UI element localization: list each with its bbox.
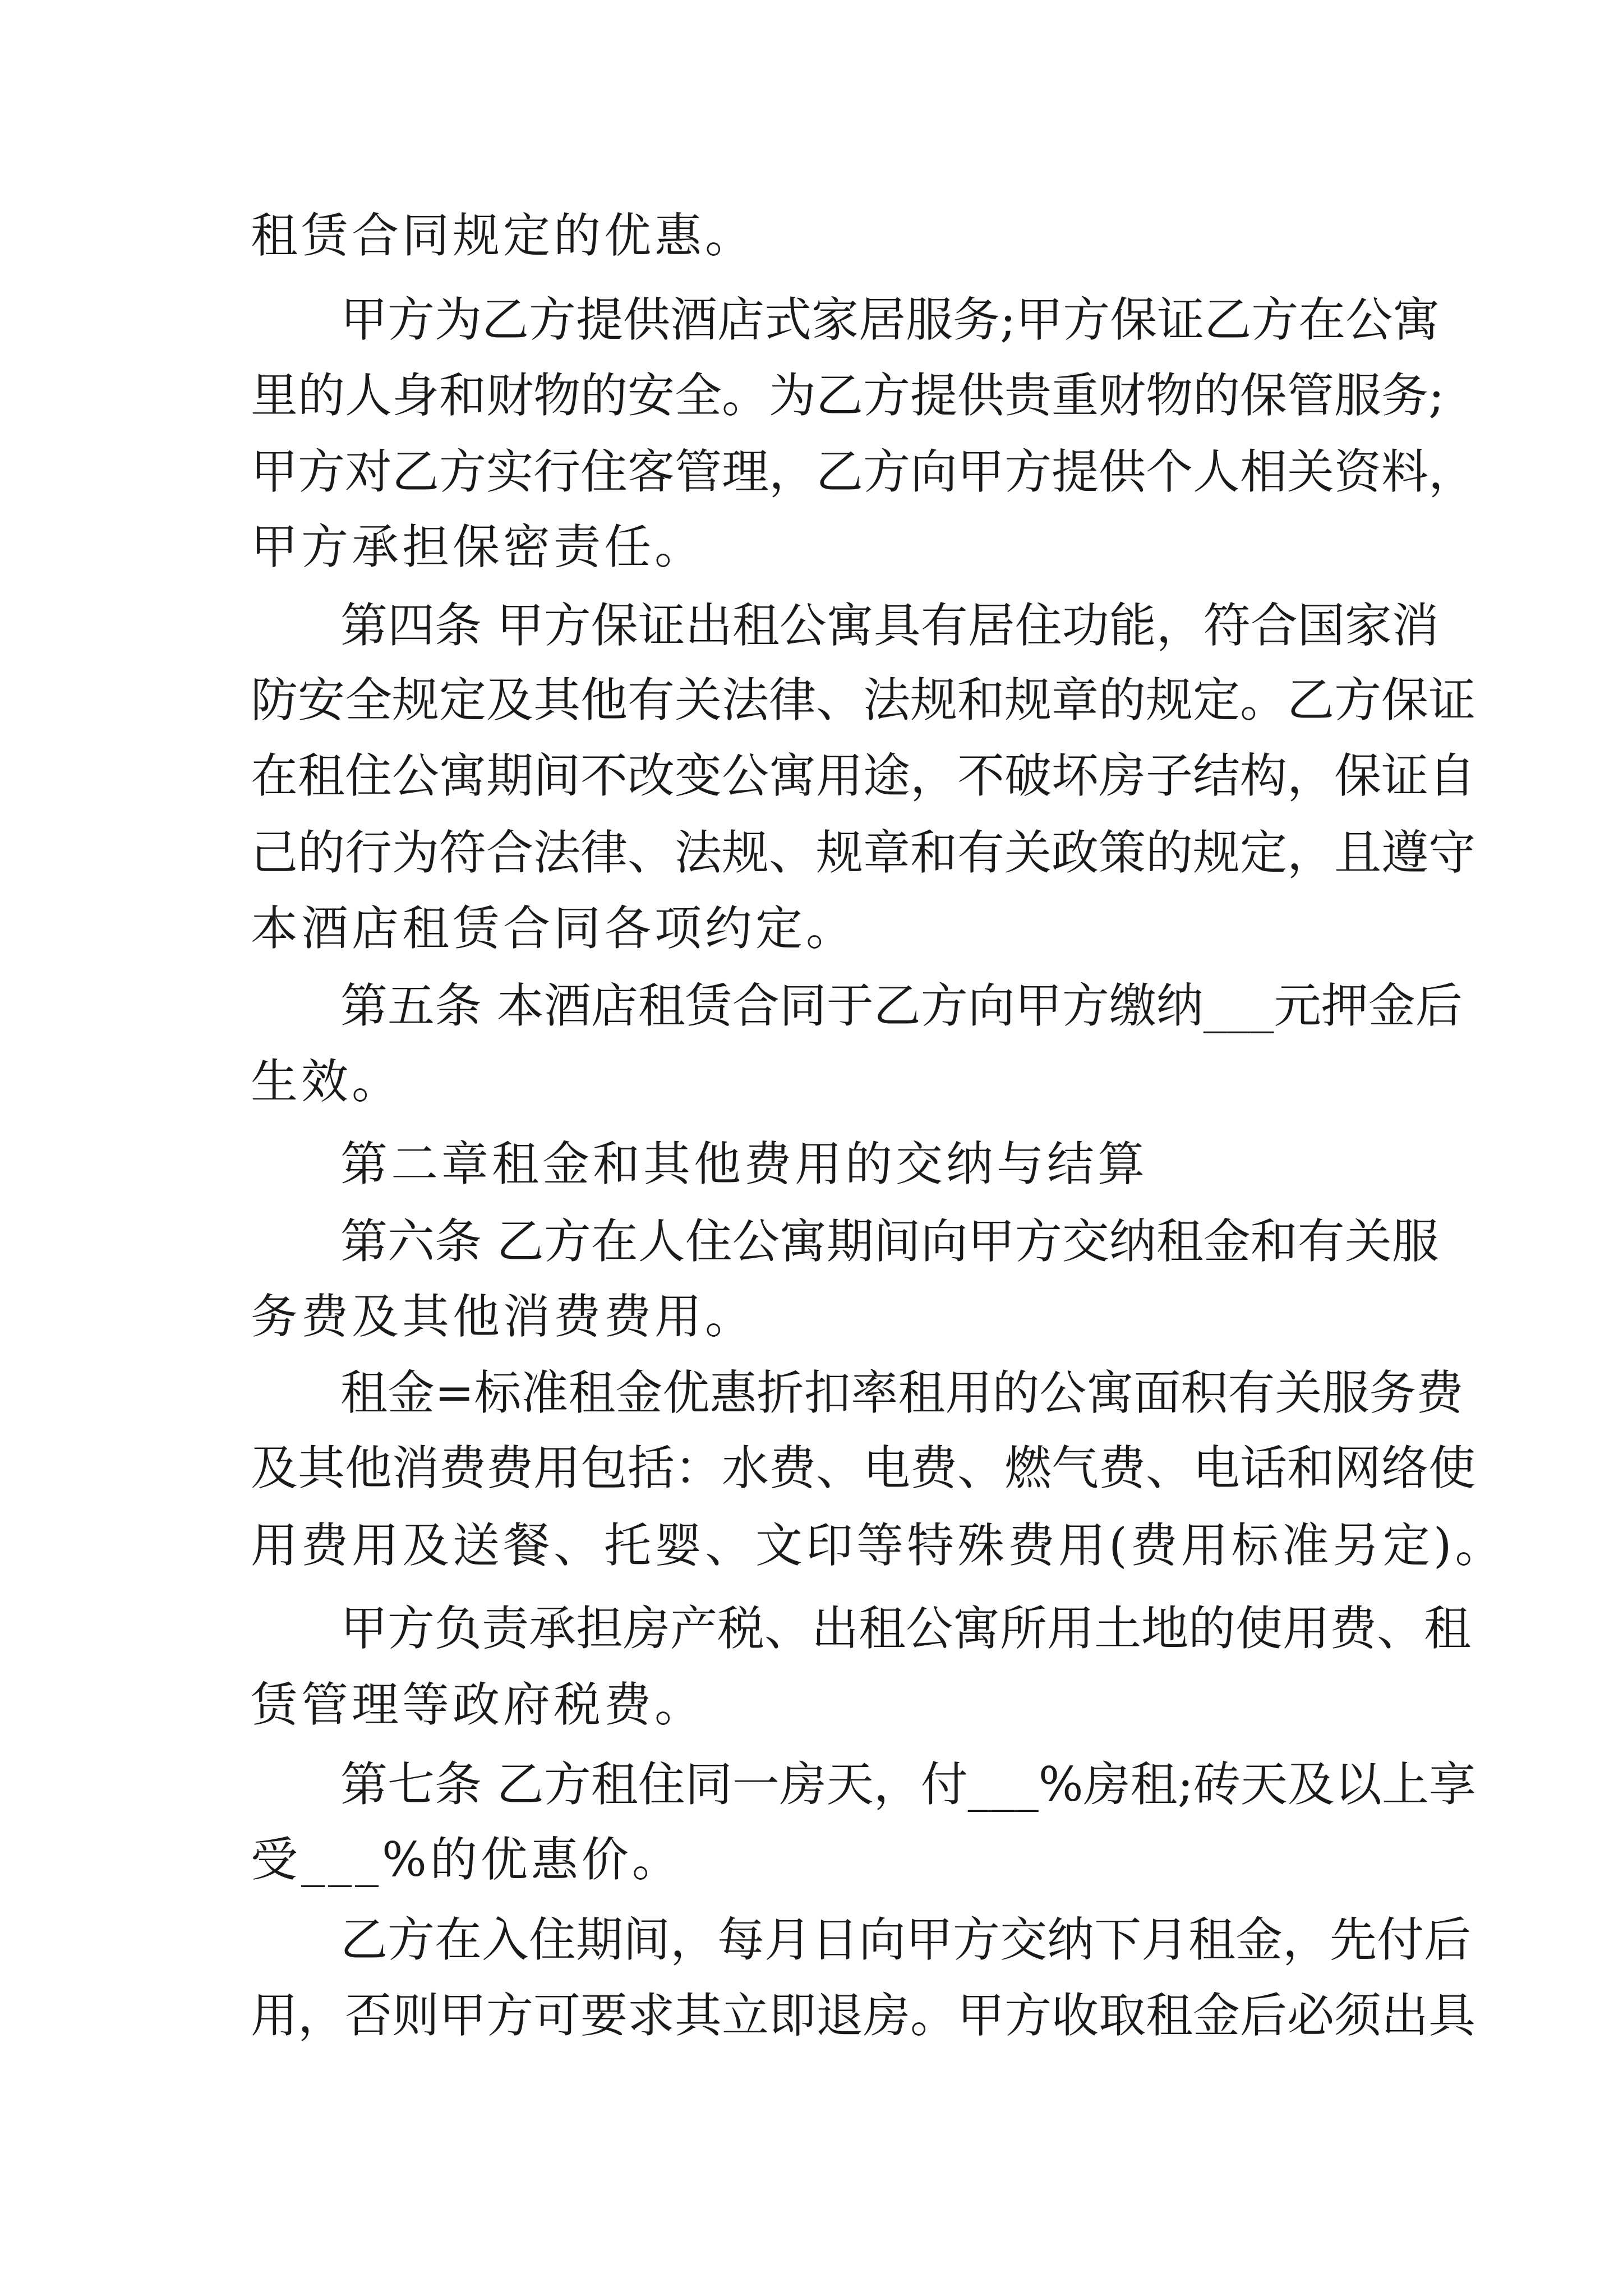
paragraph-line: 受___%的优惠价。 — [251, 1832, 683, 1887]
paragraph-line: 里的人身和财物的安全。为乙方提供贵重财物的保管服务; — [251, 368, 1445, 423]
paragraph-line: 第四条 甲方保证出租公寓具有居住功能，符合国家消 — [340, 598, 1439, 653]
paragraph-line: 用，否则甲方可要求其立即退房。甲方收取租金后必须出具 — [251, 1988, 1476, 2043]
paragraph-line: 第六条 乙方在人住公寓期间向甲方交纳租金和有关服 — [340, 1214, 1439, 1269]
paragraph-line: 及其他消费费用包括：水费、电费、燃气费、电话和网络使 — [251, 1441, 1476, 1496]
paragraph-line: 防安全规定及其他有关法律、法规和规章的规定。乙方保证 — [251, 673, 1476, 728]
paragraph-line: 生效。 — [251, 1054, 403, 1109]
paragraph-line: 第五条 本酒店租赁合同于乙方向甲方缴纳___元押金后 — [340, 978, 1463, 1033]
paragraph-line: 乙方在入住期间，每月日向甲方交纳下月租金，先付后 — [340, 1912, 1472, 1967]
paragraph-line: 租金=标准租金优惠折扣率租用的公寓面积有关服务费 — [340, 1365, 1464, 1420]
paragraph-line: 甲方对乙方实行住客管理，乙方向甲方提供个人相关资料， — [251, 444, 1476, 499]
paragraph-line: 甲方负责承担房产税、出租公寓所用土地的使用费、租 — [340, 1601, 1472, 1656]
paragraph-line: 本酒店租赁合同各项约定。 — [251, 901, 857, 956]
paragraph-line: 第七条 乙方租住同一房天，付___%房租;砖天及以上享 — [340, 1757, 1476, 1812]
paragraph-line: 己的行为符合法律、法规、规章和有关政策的规定，且遵守 — [251, 825, 1476, 880]
paragraph-line: 用费用及送餐、托婴、文印等特殊费用(费用标准另定)。 — [251, 1518, 1506, 1573]
chapter-heading: 第二章租金和其他费用的交纳与结算 — [340, 1137, 1149, 1191]
paragraph-line: 在租住公寓期间不改变公寓用途，不破坏房子结构，保证自 — [251, 748, 1476, 803]
paragraph-line: 赁管理等政府税费。 — [251, 1677, 706, 1732]
paragraph-line: 甲方承担保密责任。 — [251, 519, 706, 574]
paragraph-line: 甲方为乙方提供酒店式家居服务;甲方保证乙方在公寓 — [340, 292, 1440, 347]
paragraph-line: 务费及其他消费费用。 — [251, 1289, 756, 1344]
paragraph-line: 租赁合同规定的优惠。 — [251, 208, 756, 263]
